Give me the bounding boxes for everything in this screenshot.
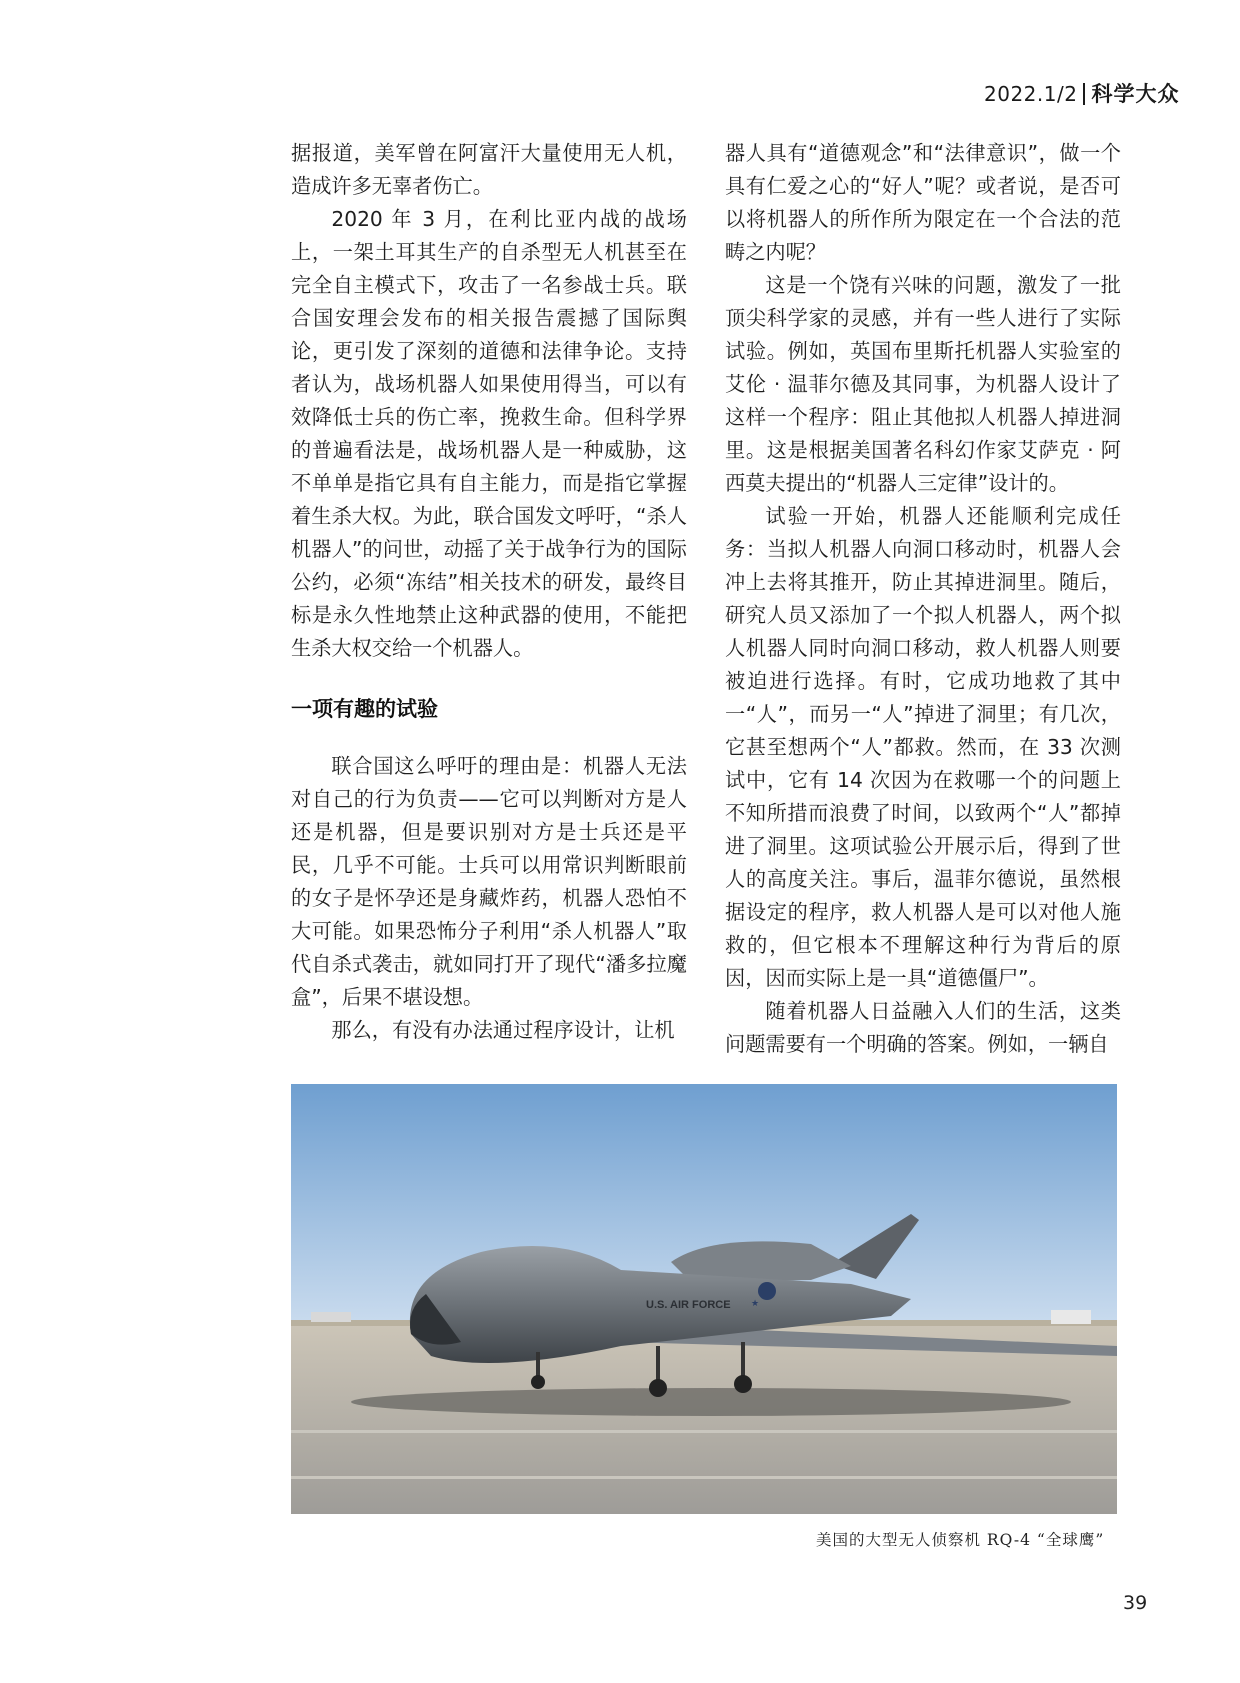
page-header: [984, 78, 1179, 108]
paragraph: 据报道，美军曾在阿富汗大量使用无人机，造成许多无辜者伤亡。: [291, 141, 687, 198]
magazine-logo: 科学大众: [1091, 81, 1180, 106]
issue-number: 2022.1/2: [984, 82, 1078, 106]
fuselage-label: U.S. AIR FORCE: [646, 1299, 731, 1311]
drone-photo: [291, 1084, 1117, 1514]
paragraph: 器人具有“道德观念”和“法律意识”，做一个具有仁爱之心的“好人”呢？或者说，是否可以将机器人的所作所为限定在一个合法的范畴之内呢？: [725, 141, 1121, 264]
paragraph: 那么，有没有办法通过程序设计，让机: [331, 1018, 675, 1042]
paragraph: 试验一开始，机器人还能顺利完成任务：当拟人机器人向洞口移动时，机器人会冲上去将其推开，防止其掉进洞里。随后，研究人员又添加了一个拟人机器人，两个拟人机器人同时向洞口移动，救人机器人则要被迫进行选择。有时，它成功地救了其中一“人”，而另一“人”掉进了洞里；有几次，它甚至想两个“人”都救。然而，在 33 次测试中，它有 14 次因为在救哪一个的问题上不知所措而浪费了时间，以致两个“人”都掉进了洞里。这项试验公开展示后，得到了世人的高度关注。事后，温菲尔德说，虽然根据设定的程序，救人机器人是可以对他人施救的，但它根本不理解这种行为背后的原因，因而实际上是一具“道德僵尸”。: [725, 504, 1121, 990]
section-heading: 一项有趣的试验: [291, 697, 438, 721]
drone-illustration: [291, 1084, 1117, 1514]
text-column-left: [291, 137, 687, 1047]
paragraph: 2020 年 3 月，在利比亚内战的战场上，一架土耳其生产的自杀型无人机甚至在完全自主模式下，攻击了一名参战士兵。联合国安理会发布的相关报告震撼了国际舆论，更引发了深刻的道德和法律争论。支持者认为，战场机器人如果使用得当，可以有效降低士兵的伤亡率，挽救生命。但科学界的普遍看法是，战场机器人是一种威胁，这不单单是指它具有自主能力，而是指它掌握着生杀大权。为此，联合国发文呼吁，“杀人机器人”的问世，动摇了关于战争行为的国际公约，必须“冻结”相关技术的研发，最终目标是永久性地禁止这种武器的使用，不能把生杀大权交给一个机器人。: [291, 207, 687, 660]
paragraph: 随着机器人日益融入人们的生活，这类问题需要有一个明确的答案。例如，一辆自: [725, 999, 1121, 1056]
paragraph: 这是一个饶有兴味的问题，激发了一批顶尖科学家的灵感，并有一些人进行了实际试验。例如，英国布里斯托机器人实验室的艾伦 · 温菲尔德及其同事，为机器人设计了这样一个程序：阻止其他拟人机器人掉进洞里。这是根据美国著名科幻作家艾萨克 · 阿西莫夫提出的“机器人三定律”设计的。: [725, 273, 1121, 495]
photo-caption: 美国的大型无人侦察机 RQ-4 “全球鹰”: [816, 1531, 1105, 1549]
paragraph: 联合国这么呼吁的理由是：机器人无法对自己的行为负责——它可以判断对方是人还是机器，但是要识别对方是士兵还是平民，几乎不可能。士兵可以用常识判断眼前的女子是怀孕还是身藏炸药，机器人恐怕不大可能。如果恐怖分子利用“杀人机器人”取代自杀式袭击，就如同打开了现代“潘多拉魔盒”，后果不堪设想。: [291, 754, 687, 1009]
header-divider: [1083, 83, 1085, 105]
svg-text:★: ★: [751, 1298, 760, 1308]
text-column-right: [725, 137, 1121, 1061]
page-number: 39: [1123, 1592, 1148, 1614]
